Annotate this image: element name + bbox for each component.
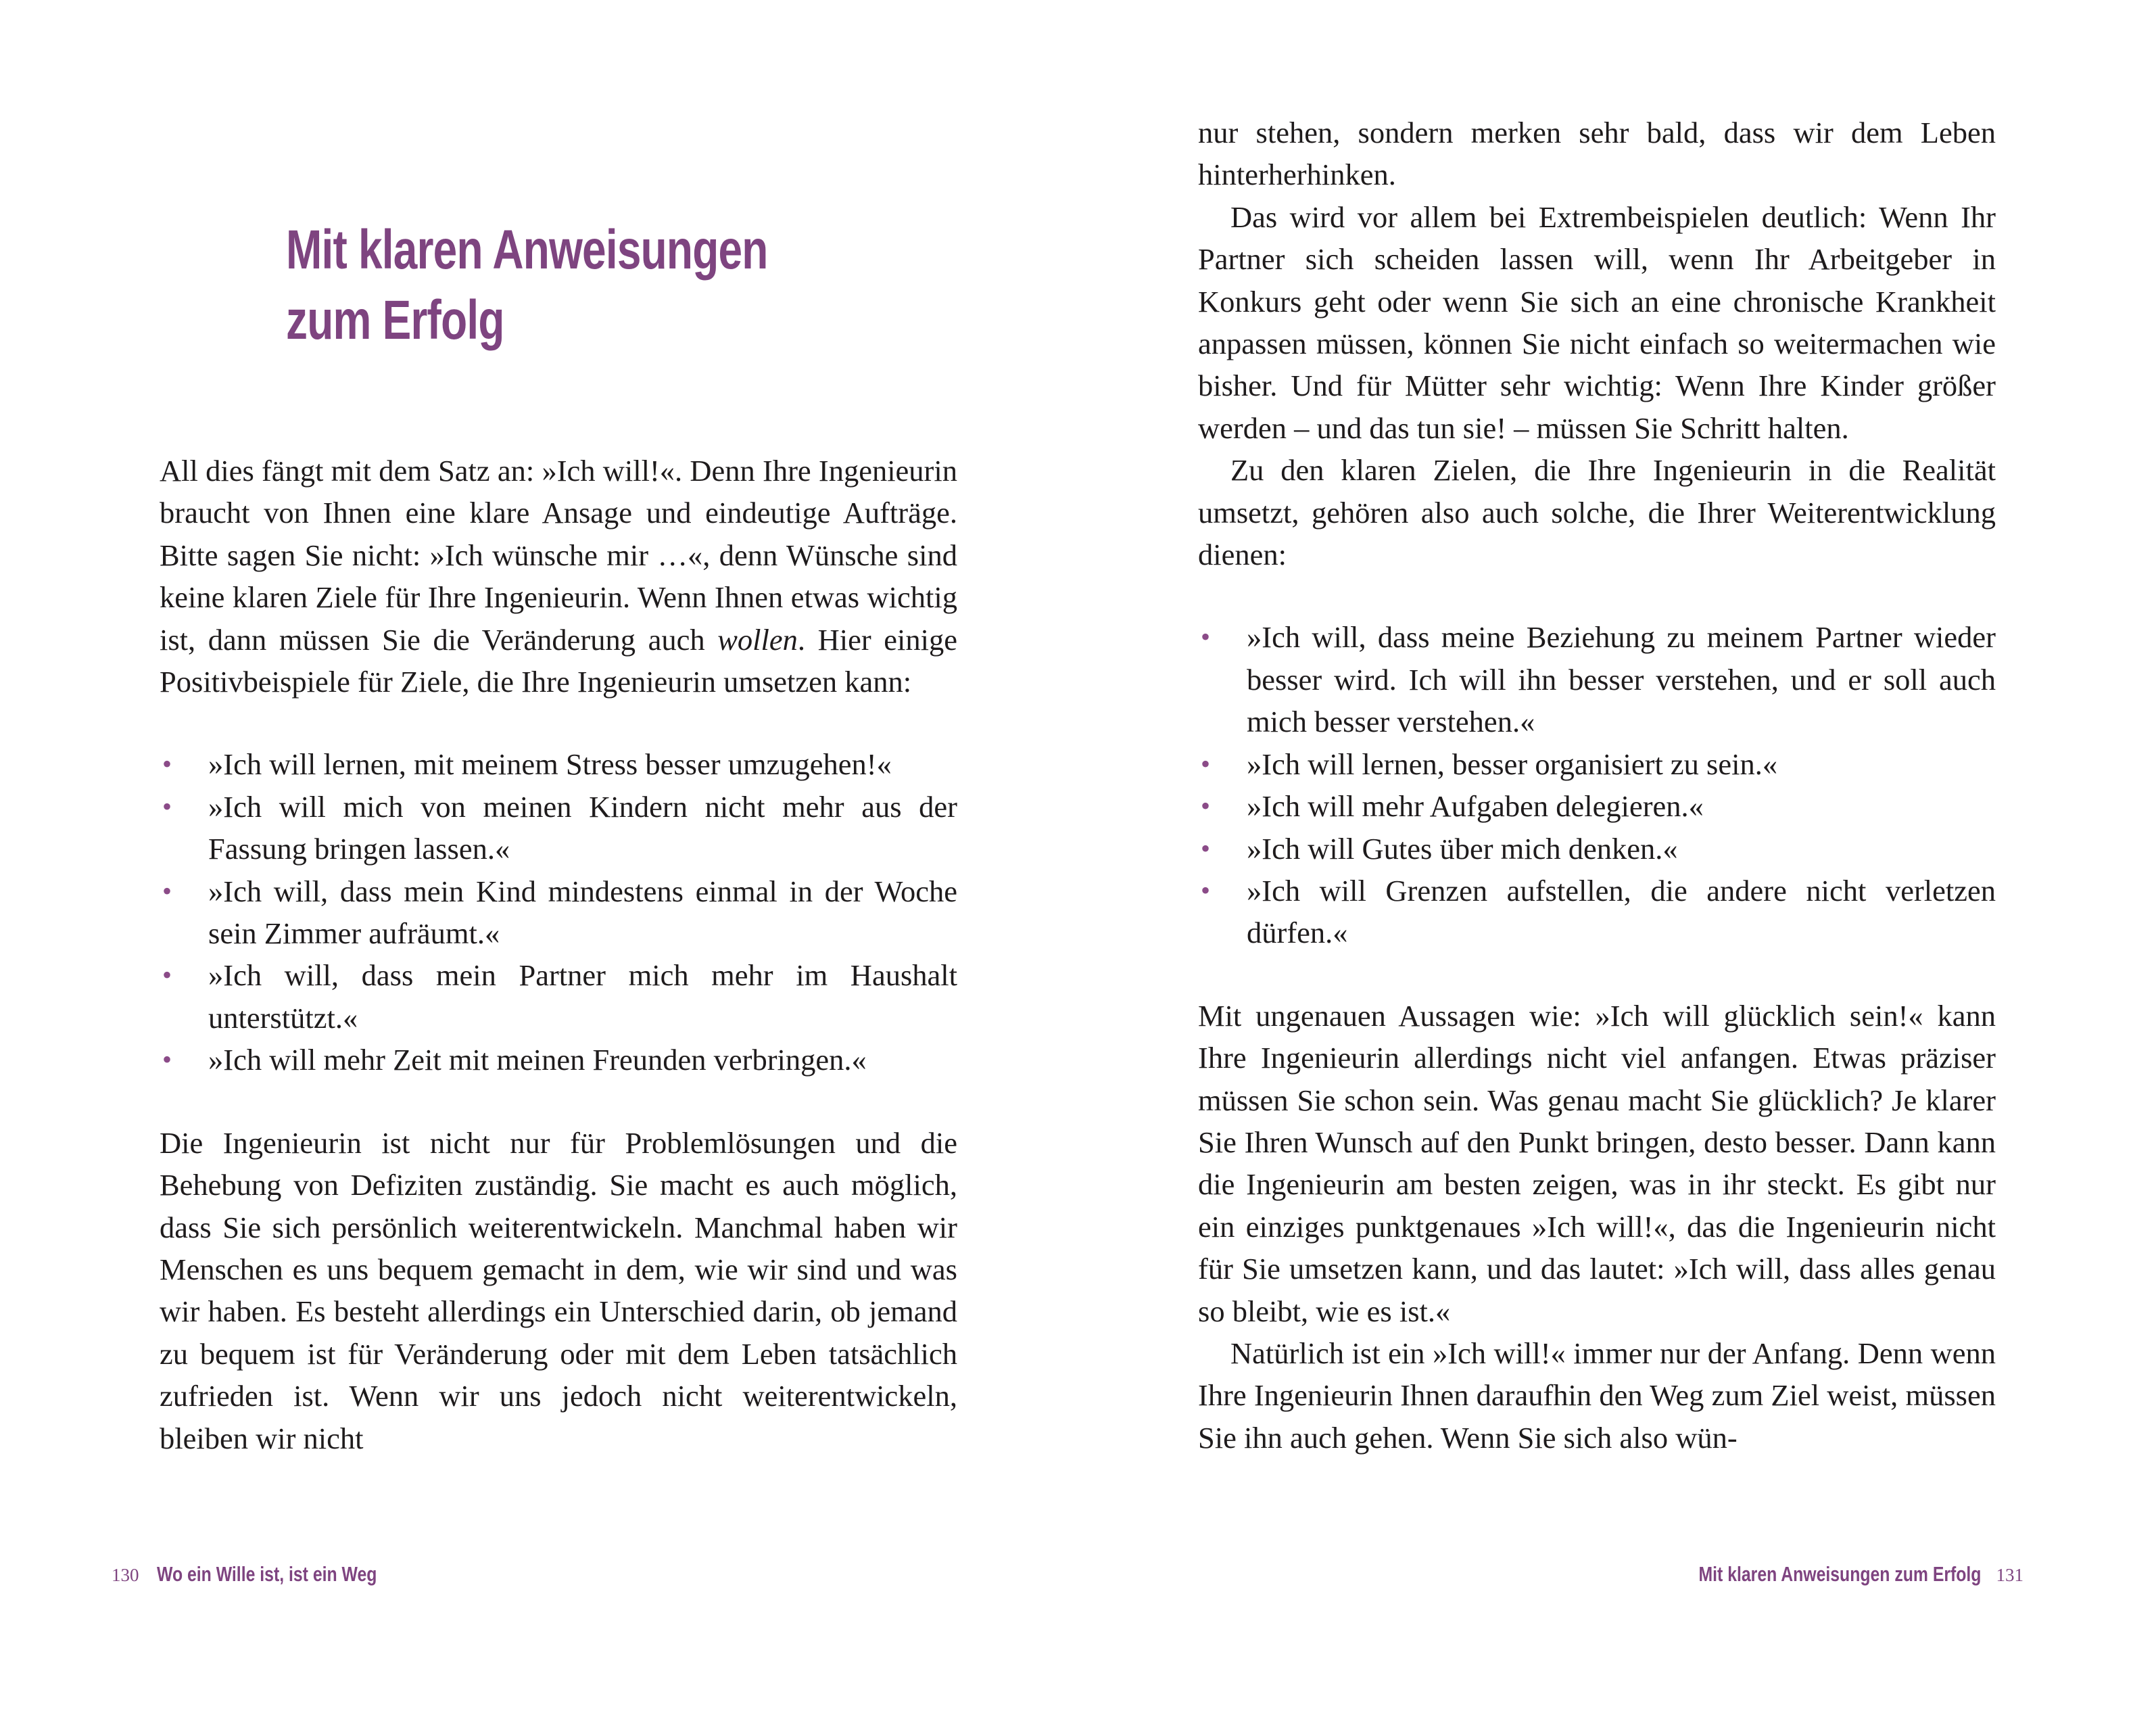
paragraph: Die Ingenieurin ist nicht nur für Problemlösungen und die Behebung von Defiziten zuständig. Sie macht es auch möglich, dass Sie sich persönlich weiterentwickeln. Manchmal haben wir Menschen es uns bequem gemacht in dem, wie wir sind und was wir haben. Es besteht allerdings ein Unterschied darin, ob jemand zu bequem ist für Veränderung oder mit dem Leben tatsächlich zufrieden ist. Wenn wir uns jedoch nicht weiterentwickeln, bleiben wir nicht <box>160 1125 957 1455</box>
chapter-heading-line-1: Mit klaren Anweisungen <box>286 219 768 281</box>
running-head: Mit klaren Anweisungen zum Erfolg <box>1698 1562 1982 1586</box>
list-item <box>1198 616 1996 743</box>
list-item-text: »Ich will, dass mein Partner mich mehr im Haushalt unterstützt.« <box>208 958 957 1035</box>
chapter-heading <box>286 215 768 356</box>
bullet-dot-icon: • <box>1201 621 1211 653</box>
emphasis-text: wollen <box>717 622 798 657</box>
paragraph-text: All dies fängt mit dem Satz an: »Ich will!«. Denn Ihre Ingenieurin braucht von Ihnen eine klare Ansage und eindeutige Aufträge. Bitte sagen Sie nicht: »Ich wünsche mir …«, denn Wünsche sind keine klaren Ziele für Ihre Ingenieurin. Wenn Ihnen etwas wichtig ist, dann müssen Sie die Veränderung auch <box>160 454 957 657</box>
list-item-text: »Ich will Gutes über mich denken.« <box>1247 831 1678 866</box>
list-item <box>160 786 957 870</box>
list-item <box>160 743 957 785</box>
left-text-column <box>160 450 957 1459</box>
list-item <box>1198 828 1996 870</box>
paragraph: Natürlich ist ein »Ich will!« immer nur der Anfang. Denn wenn Ihre Ingenieurin Ihnen daraufhin den Weg zum Ziel weist, müssen Sie ihn auch gehen. Wenn Sie sich also wün- <box>1198 1336 1996 1455</box>
right-footer <box>1628 1561 2023 1589</box>
paragraph-text: . Hier einige Positivbeispiele für Ziele, die Ihre Ingenieurin umsetzen kann: <box>160 622 957 699</box>
goal-list <box>160 743 957 1081</box>
list-item-text: »Ich will mehr Aufgaben delegieren.« <box>1247 789 1704 824</box>
list-item <box>160 870 957 955</box>
bullet-dot-icon: • <box>162 749 172 780</box>
chapter-heading-line-2: zum Erfolg <box>286 289 504 351</box>
list-item-text: »Ich will, dass mein Kind mindestens einmal in der Woche sein Zimmer aufräumt.« <box>208 874 957 951</box>
paragraph <box>160 450 957 703</box>
list-item-text: »Ich will lernen, mit meinem Stress besser umzugehen!« <box>208 747 892 782</box>
paragraph: Das wird vor allem bei Extrembeispielen deutlich: Wenn Ihr Partner sich scheiden lassen will, wenn Ihr Arbeitgeber in Konkurs geht oder wenn Sie sich an eine chronische Krankheit anpassen müssen, können Sie nicht einfach so weitermachen wie bisher. Und für Mütter sehr wichtig: Wenn Ihre Kinder größer werden – und das tun sie! – müssen Sie Schritt halten. <box>1198 199 1996 445</box>
paragraph: Zu den klaren Zielen, die Ihre Ingenieurin in die Realität umsetzt, gehören also auch solche, die Ihrer Weiterentwicklung dienen: <box>1198 453 1996 572</box>
running-head: Wo ein Wille ist, ist ein Weg <box>156 1562 377 1586</box>
list-item-text: »Ich will mehr Zeit mit meinen Freunden verbringen.« <box>208 1043 867 1077</box>
bullet-dot-icon: • <box>1201 748 1211 779</box>
bullet-dot-icon: • <box>162 1044 172 1075</box>
list-item <box>160 954 957 1039</box>
goal-list <box>1198 616 1996 954</box>
page-number: 130 <box>112 1565 139 1585</box>
list-item-text: »Ich will, dass meine Beziehung zu meinem Partner wieder besser wird. Ich will ihn besser verstehen, und er soll auch mich besser verstehen.« <box>1247 620 1996 739</box>
list-item-text: »Ich will Grenzen aufstellen, die andere nicht verletzen dürfen.« <box>1247 873 1996 950</box>
bullet-dot-icon: • <box>162 791 172 822</box>
paragraph: Mit ungenauen Aussagen wie: »Ich will glücklich sein!« kann Ihre Ingenieurin allerdings nicht viel anfangen. Etwas präziser müssen Sie schon sein. Was genau macht Sie glücklich? Je klarer Sie Ihren Wunsch auf den Punkt bringen, desto besser. Dann kann die Ingenieurin am besten zeigen, was in ihr steckt. Es gibt nur ein einziges punktgenaues »Ich will!«, das die Ingenieurin nicht für Sie umsetzen kann, und das lautet: »Ich will, dass alles genau so bleibt, wie es ist.« <box>1198 998 1996 1328</box>
list-item <box>160 1039 957 1081</box>
right-page <box>1078 0 2156 1717</box>
list-item-text: »Ich will mich von meinen Kindern nicht mehr aus der Fassung bringen lassen.« <box>208 789 957 866</box>
bullet-dot-icon: • <box>162 960 172 991</box>
list-item <box>1198 785 1996 827</box>
list-item <box>1198 743 1996 785</box>
list-item <box>1198 870 1996 954</box>
right-text-column <box>1198 112 1996 1459</box>
paragraph: nur stehen, sondern merken sehr bald, dass wir dem Leben hinterherhinken. <box>1198 116 1996 192</box>
bullet-dot-icon: • <box>1201 874 1211 905</box>
bullet-dot-icon: • <box>1201 791 1211 822</box>
left-footer <box>112 1561 431 1589</box>
page-number: 131 <box>1996 1565 2023 1585</box>
list-item-text: »Ich will lernen, besser organisiert zu sein.« <box>1247 747 1778 781</box>
bullet-dot-icon: • <box>162 875 172 906</box>
bullet-dot-icon: • <box>1201 832 1211 864</box>
